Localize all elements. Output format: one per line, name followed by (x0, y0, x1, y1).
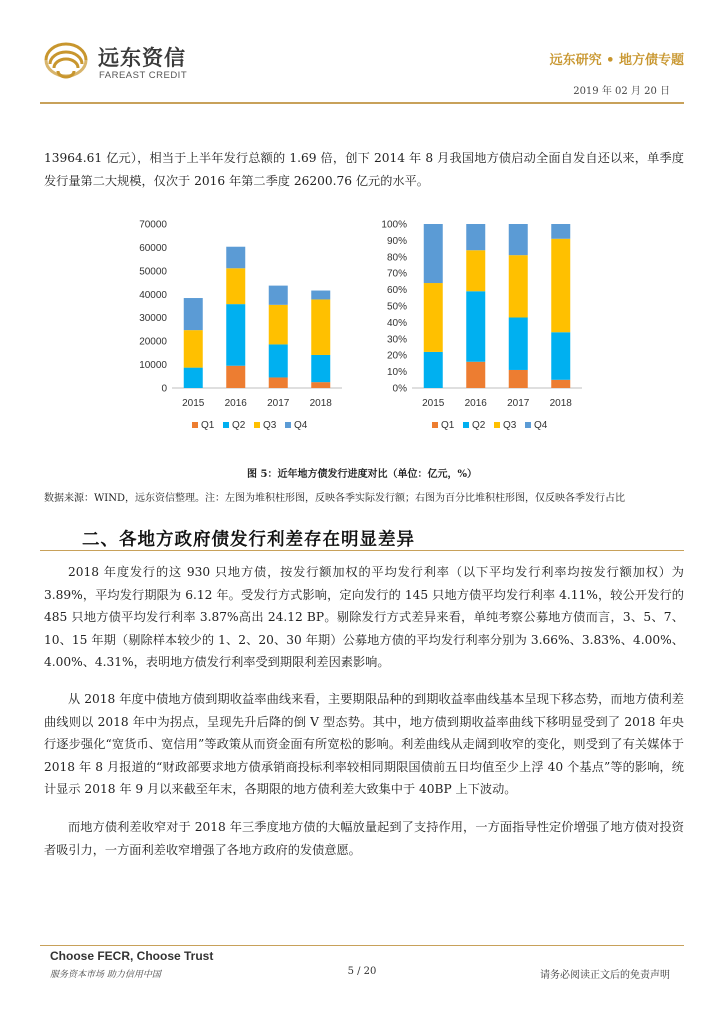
y-tick-label: 70% (386, 268, 407, 280)
y-tick-label: 90% (386, 235, 407, 247)
y-tick-label: 30% (386, 334, 407, 346)
y-tick-label: 20% (386, 350, 407, 362)
section-heading: 二、各地方政府债发行利差存在明显差异 (82, 530, 415, 550)
bar-2017-q3 (509, 255, 528, 317)
bar-2018-q4 (551, 224, 570, 239)
bar-2017-q1 (509, 370, 528, 388)
bar-2016-q4 (226, 247, 245, 269)
y-tick-label: 10% (386, 367, 407, 379)
bar-2018-q2 (311, 355, 330, 382)
report-date: 2019 年 02 月 20 日 (573, 86, 670, 97)
legend-label-q3: Q3 (503, 420, 517, 431)
y-tick-label: 50000 (139, 266, 167, 278)
bar-2016-q2 (466, 291, 485, 362)
bar-2015-q4 (424, 224, 443, 283)
footer-tagline: 服务资本市场 助力信用中国 (50, 970, 161, 980)
bar-2017-q4 (269, 286, 288, 305)
header-divider (40, 102, 684, 104)
bar-2015-q2 (424, 352, 443, 388)
paragraph-intro: 13964.61 亿元），相当于上半年发行总额的 1.69 倍，创下 2014 年 8 月我国地方债启动全面自发自还以来，单季度发行量第二大规模，仅次于 2016 年第二季度 26200.76 亿元的水平。 (44, 151, 684, 188)
company-logo (40, 40, 92, 80)
bar-2018-q1 (311, 382, 330, 388)
bar-2018-q2 (551, 332, 570, 380)
x-tick-label: 2018 (309, 398, 332, 409)
x-tick-label: 2018 (549, 398, 572, 409)
bar-2017-q2 (269, 344, 288, 377)
footer-disclaimer: 请务必阅读正文后的免责声明 (540, 970, 670, 981)
bar-2017-q1 (269, 377, 288, 388)
bar-2018-q4 (311, 291, 330, 300)
y-tick-label: 0 (161, 383, 167, 395)
bar-2018-q1 (551, 380, 570, 388)
bar-2016-q2 (226, 304, 245, 366)
bar-2018-q3 (311, 299, 330, 355)
figure-source-note: 数据来源：WIND，远东资信整理。注：左图为堆积柱形图，反映各季实际发行额；右图为百分比堆积柱形图，仅反映各季发行占比 (44, 493, 625, 504)
y-tick-label: 50% (386, 301, 407, 313)
brand-name-cn: 远东资信 (98, 46, 186, 70)
chart-issuance-amount (120, 212, 350, 437)
figure-caption: 图 5：近年地方债发行进度对比（单位：亿元，%） (247, 469, 477, 480)
legend-label-q1: Q1 (441, 420, 455, 431)
footer-divider (40, 945, 684, 946)
legend-swatch-q3 (254, 422, 260, 428)
logo-mark-icon (40, 40, 92, 80)
x-tick-label: 2015 (182, 398, 205, 409)
y-tick-label: 80% (386, 252, 407, 264)
x-tick-label: 2016 (224, 398, 247, 409)
legend-swatch-q2 (463, 422, 469, 428)
bar-2017-q4 (509, 224, 528, 255)
report-series-title: 远东研究 • 地方债专题 (549, 53, 684, 68)
footer-slogan: Choose FECR, Choose Trust (50, 949, 214, 963)
bar-2018-q3 (551, 239, 570, 332)
bar-2015-q3 (184, 330, 203, 367)
page-number: 5 / 20 (347, 966, 377, 977)
x-tick-label: 2017 (507, 398, 530, 409)
y-tick-label: 70000 (139, 219, 167, 231)
x-tick-label: 2015 (422, 398, 445, 409)
bar-2017-q3 (269, 305, 288, 345)
chart-issuance-share (360, 212, 590, 437)
y-tick-label: 10000 (139, 360, 167, 372)
bar-2016-q1 (466, 362, 485, 388)
legend-label-q1: Q1 (201, 420, 215, 431)
x-tick-label: 2016 (464, 398, 487, 409)
bar-2015-q2 (184, 368, 203, 388)
section-divider (40, 550, 684, 551)
legend-swatch-q1 (192, 422, 198, 428)
legend-label-q3: Q3 (263, 420, 277, 431)
bar-2016-q4 (466, 224, 485, 250)
legend-label-q2: Q2 (472, 420, 486, 431)
paragraph-issuance-rates: 2018 年度发行的这 930 只地方债，按发行额加权的平均发行利率（以下平均发行利率均按发行额加权）为 3.89%，平均发行期限为 6.12 年。受发行方式影响，定向发行的 145 只地方债平均发行利率 4.11%，较公开发行的 485 只地方债平均发行利率 3.87%高出 24.12 BP。剔除发行方式差异来看，单纯考察公募地方债而言，3、5、7、10、15 年期（剔除样本较少的 1、2、20、30 年期）公募地方债的平均发行利率分别为 3.66%、3.83%、4.00%、4.00%、4.31%，表明地方债发行利率受到期限利差因素影响。 (44, 565, 684, 669)
y-tick-label: 30000 (139, 313, 167, 325)
paragraph-spread-effect: 而地方债利差收窄对于 2018 年三季度地方债的大幅放量起到了支持作用，一方面指导性定价增强了地方债对投资者吸引力，一方面利差收窄增强了各地方政府的发债意愿。 (44, 820, 684, 857)
y-tick-label: 40% (386, 317, 407, 329)
y-tick-label: 60% (386, 285, 407, 297)
legend-swatch-q4 (285, 422, 291, 428)
y-tick-label: 100% (381, 219, 407, 231)
bar-2016-q3 (226, 268, 245, 304)
y-tick-label: 60000 (139, 242, 167, 254)
brand-name-en: FAREAST CREDIT (99, 70, 188, 81)
paragraph-yield-curve: 从 2018 年度中债地方债到期收益率曲线来看，主要期限品种的到期收益率曲线基本呈现下移态势，而地方债利差曲线则以 2018 年中为拐点，呈现先升后降的倒 V 型态势。其中，地方债到期收益率曲线下移明显受到了 2018 年央行逐步强化“宽货币、宽信用”等政策从而资金面有所宽松的影响。利差曲线从走阔到收窄的变化，则受到了有关媒体于 2018 年 8 月报道的“财政部要求地方债承销商投标利率较相同期限国债前五日均值至少上浮 40 个基点”等的影响，统计显示 2018 年 9 月以来截至年末，各期限的地方债利差大致集中于 40BP 上下波动。 (44, 692, 684, 796)
legend-swatch-q3 (494, 422, 500, 428)
legend-label-q4: Q4 (294, 420, 308, 431)
legend-swatch-q4 (525, 422, 531, 428)
legend-label-q2: Q2 (232, 420, 246, 431)
bar-2016-q1 (226, 366, 245, 388)
legend-swatch-q2 (223, 422, 229, 428)
y-tick-label: 40000 (139, 289, 167, 301)
bar-2015-q4 (184, 298, 203, 330)
bar-2016-q3 (466, 250, 485, 291)
x-tick-label: 2017 (267, 398, 290, 409)
legend-label-q4: Q4 (534, 420, 548, 431)
legend-swatch-q1 (432, 422, 438, 428)
y-tick-label: 0% (392, 383, 407, 395)
y-tick-label: 20000 (139, 336, 167, 348)
bar-2015-q3 (424, 283, 443, 352)
bar-2017-q2 (509, 317, 528, 369)
